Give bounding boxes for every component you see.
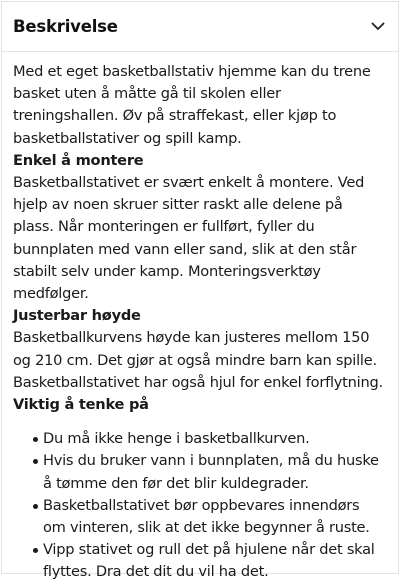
list-item: Du må ikke henge i basketballkurven. xyxy=(43,428,386,450)
list-item: Basketballstativet bør oppbevares innendørs om vinteren, slik at det ikke begynner å ruste. xyxy=(43,495,386,539)
description-content xyxy=(2,52,398,584)
section-heading-important: Viktig å tenke på xyxy=(13,396,149,414)
list-item: Hvis du bruker vann i bunnplaten, må du huske å tømme den før det blir kuldegrader. xyxy=(43,450,386,494)
section-text-assembly: Basketballstativet er svært enkelt å montere. Ved hjelp av noen skruer sitter raskt alle delene på plass. Når monteringen er fullført, fyller du bunnplaten med vann eller sand, slik at den står stabilt selv under kamp. Monteringsverktøy medfølger. xyxy=(13,174,365,303)
description-panel xyxy=(1,1,399,581)
list-item: Vipp stativet og rull det på hjulene når det skal flyttes. Dra det dit du vil ha det. xyxy=(43,539,386,583)
description-title: Beskrivelse xyxy=(13,17,118,36)
chevron-down-icon[interactable] xyxy=(370,19,386,35)
tips-list xyxy=(13,428,386,583)
section-heading-assembly: Enkel å montere xyxy=(13,151,144,169)
section-text-height: Basketballkurvens høyde kan justeres mellom 150 og 210 cm. Det gjør at også mindre barn kan spille. Basketballstativet har også hjul for enkel forflytning. xyxy=(13,329,383,391)
description-intro: Med et eget basketballstativ hjemme kan du trene basket uten å måtte gå til skolen eller treningshallen. Øv på straffekast, eller kjøp to basketballstativer og spill kamp. xyxy=(13,63,371,147)
description-accordion-header[interactable] xyxy=(2,2,398,52)
section-heading-height: Justerbar høyde xyxy=(13,307,141,325)
